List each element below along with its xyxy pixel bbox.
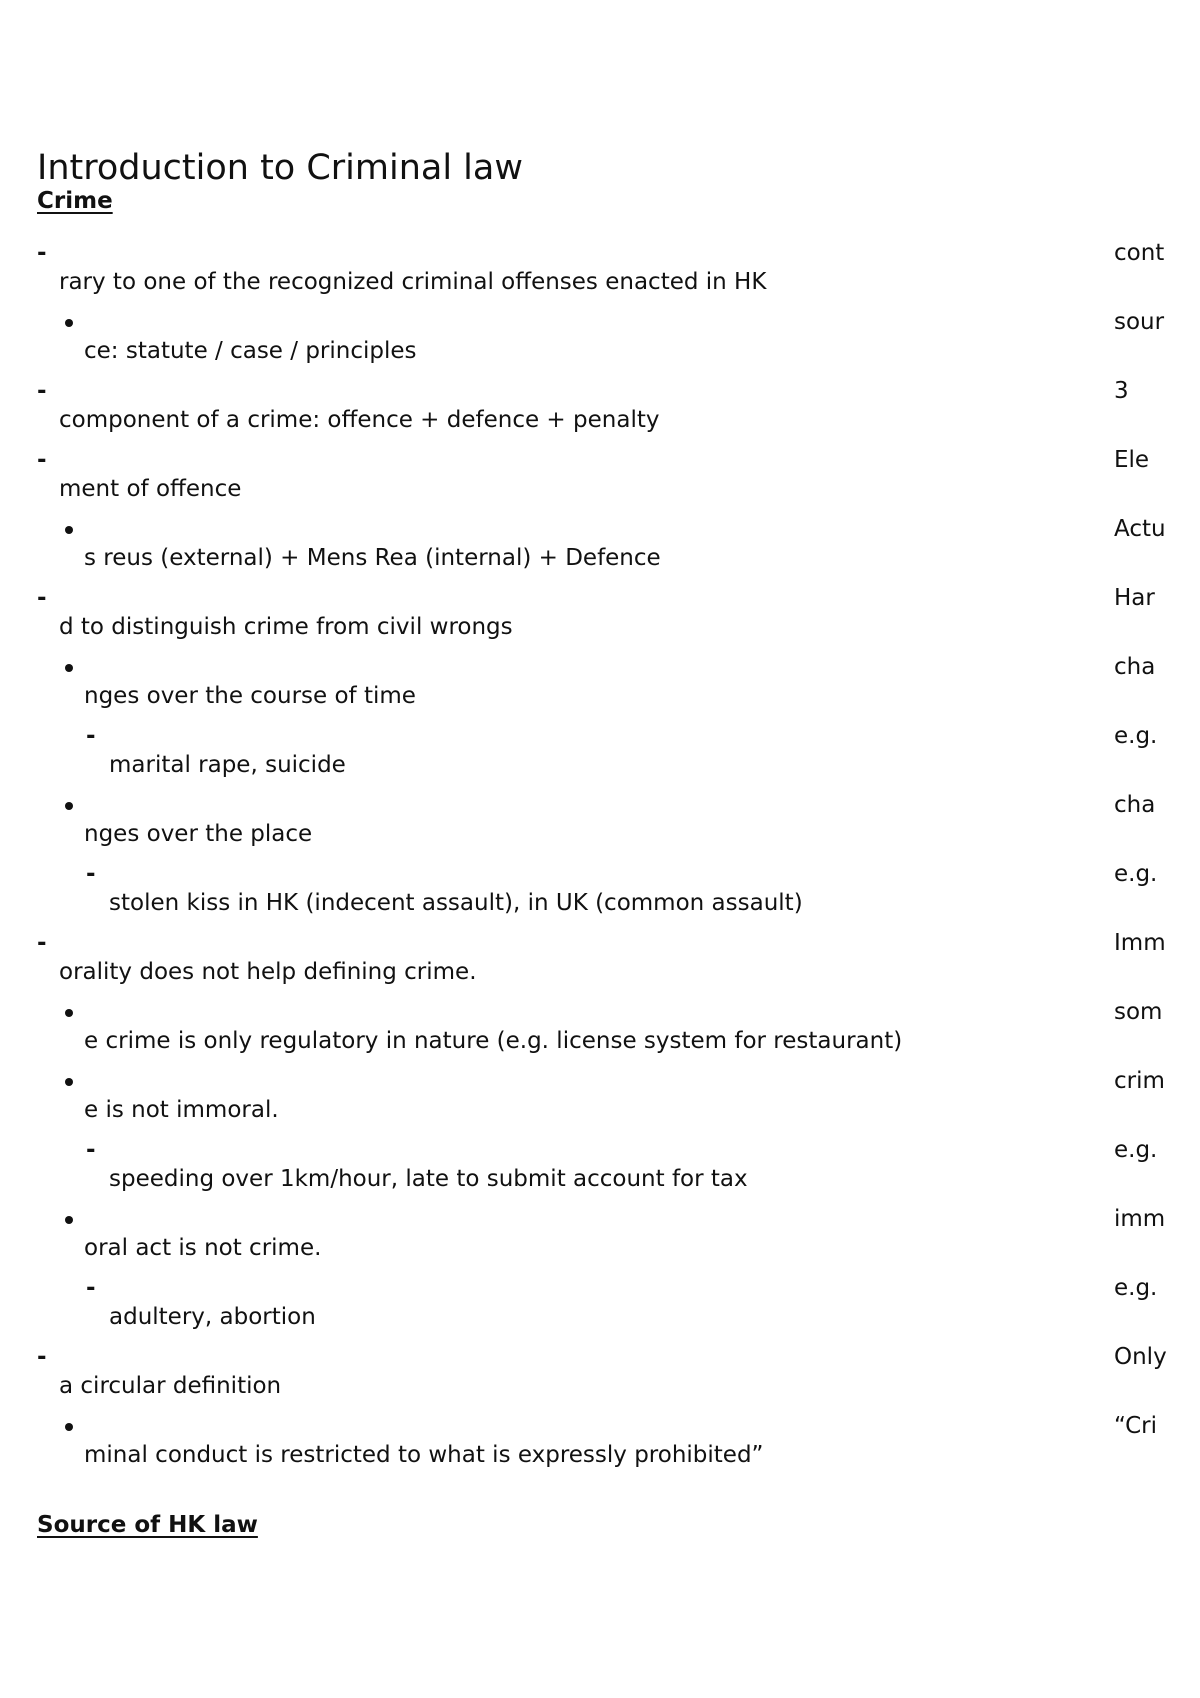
list-item: [0, 860, 1200, 920]
list-item: [0, 1343, 1200, 1403]
list-item-head: Actu: [1114, 516, 1166, 542]
list-item: [0, 653, 1200, 713]
list-item-text: component of a crime: offence + defence + penalty: [59, 407, 660, 433]
bullet-icon: [65, 802, 73, 810]
list-item-text: rary to one of the recognized criminal offenses enacted in HK: [59, 269, 767, 295]
list-item-head: e.g.: [1114, 723, 1158, 749]
list-item: [0, 446, 1200, 506]
list-item-head: 3: [1114, 378, 1129, 404]
list-item-text: nges over the place: [84, 821, 313, 847]
bullet-icon: [65, 1216, 73, 1224]
list-item-head: Ele: [1114, 447, 1150, 473]
list-item: [0, 929, 1200, 989]
list-item-head: cha: [1114, 654, 1156, 680]
list-item-head: “Cri: [1114, 1413, 1158, 1439]
list-item-head: Imm: [1114, 930, 1166, 956]
bullet-icon: [65, 319, 73, 327]
list-item-head: e.g.: [1114, 861, 1158, 887]
list-item-text: speeding over 1km/hour, late to submit account for tax: [109, 1166, 748, 1192]
section-heading-source-of-hk-law: Source of HK law: [37, 1512, 258, 1538]
list-item: [0, 308, 1200, 368]
list-item-text: d to distinguish crime from civil wrongs: [59, 614, 513, 640]
list-item: [0, 1136, 1200, 1196]
section-heading-crime: Crime: [37, 188, 113, 214]
list-item-head: som: [1114, 999, 1163, 1025]
list-item: [0, 1274, 1200, 1334]
list-item-text: oral act is not crime.: [84, 1235, 322, 1261]
dash-marker: -: [37, 930, 47, 956]
list-item-text: adultery, abortion: [109, 1304, 316, 1330]
list-item-head: cha: [1114, 792, 1156, 818]
list-item-text: nges over the course of time: [84, 683, 416, 709]
list-item: [0, 791, 1200, 851]
list-item: [0, 239, 1200, 299]
bullet-icon: [65, 664, 73, 672]
dash-marker: -: [37, 240, 47, 266]
list-item: [0, 998, 1200, 1058]
list-item-text: orality does not help defining crime.: [59, 959, 477, 985]
list-item-text: a circular definition: [59, 1373, 282, 1399]
list-item-head: crim: [1114, 1068, 1165, 1094]
bullet-icon: [65, 526, 73, 534]
list-item-head: Har: [1114, 585, 1155, 611]
list-item-text: e crime is only regulatory in nature (e.g. license system for restaurant): [84, 1028, 903, 1054]
dash-marker: -: [86, 861, 96, 887]
list-item-text: ce: statute / case / principles: [84, 338, 417, 364]
list-item-head: e.g.: [1114, 1275, 1158, 1301]
list-item-text: s reus (external) + Mens Rea (internal) + Defence: [84, 545, 661, 571]
list-item-head: e.g.: [1114, 1137, 1158, 1163]
list-item: [0, 515, 1200, 575]
list-item: [0, 1067, 1200, 1127]
list-item: [0, 1205, 1200, 1265]
dash-marker: -: [37, 447, 47, 473]
list-item-text: marital rape, suicide: [109, 752, 346, 778]
dash-marker: -: [37, 378, 47, 404]
list-item: [0, 584, 1200, 644]
list-item-text: stolen kiss in HK (indecent assault), in UK (common assault): [109, 890, 803, 916]
list-item: [0, 377, 1200, 437]
list-item-text: ment of offence: [59, 476, 242, 502]
list-item-head: sour: [1114, 309, 1165, 335]
dash-marker: -: [86, 1137, 96, 1163]
list-item-text: minal conduct is restricted to what is expressly prohibited”: [84, 1442, 764, 1468]
dash-marker: -: [86, 723, 96, 749]
dash-marker: -: [37, 1344, 47, 1370]
list-item: [0, 1412, 1200, 1472]
bullet-icon: [65, 1423, 73, 1431]
dash-marker: -: [86, 1275, 96, 1301]
list-item: [0, 722, 1200, 782]
bullet-icon: [65, 1078, 73, 1086]
list-item-head: Only: [1114, 1344, 1167, 1370]
list-item-head: cont: [1114, 240, 1165, 266]
page-title: Introduction to Criminal law: [37, 148, 523, 188]
list-item-text: e is not immoral.: [84, 1097, 279, 1123]
bullet-icon: [65, 1009, 73, 1017]
list-item-head: imm: [1114, 1206, 1166, 1232]
dash-marker: -: [37, 585, 47, 611]
